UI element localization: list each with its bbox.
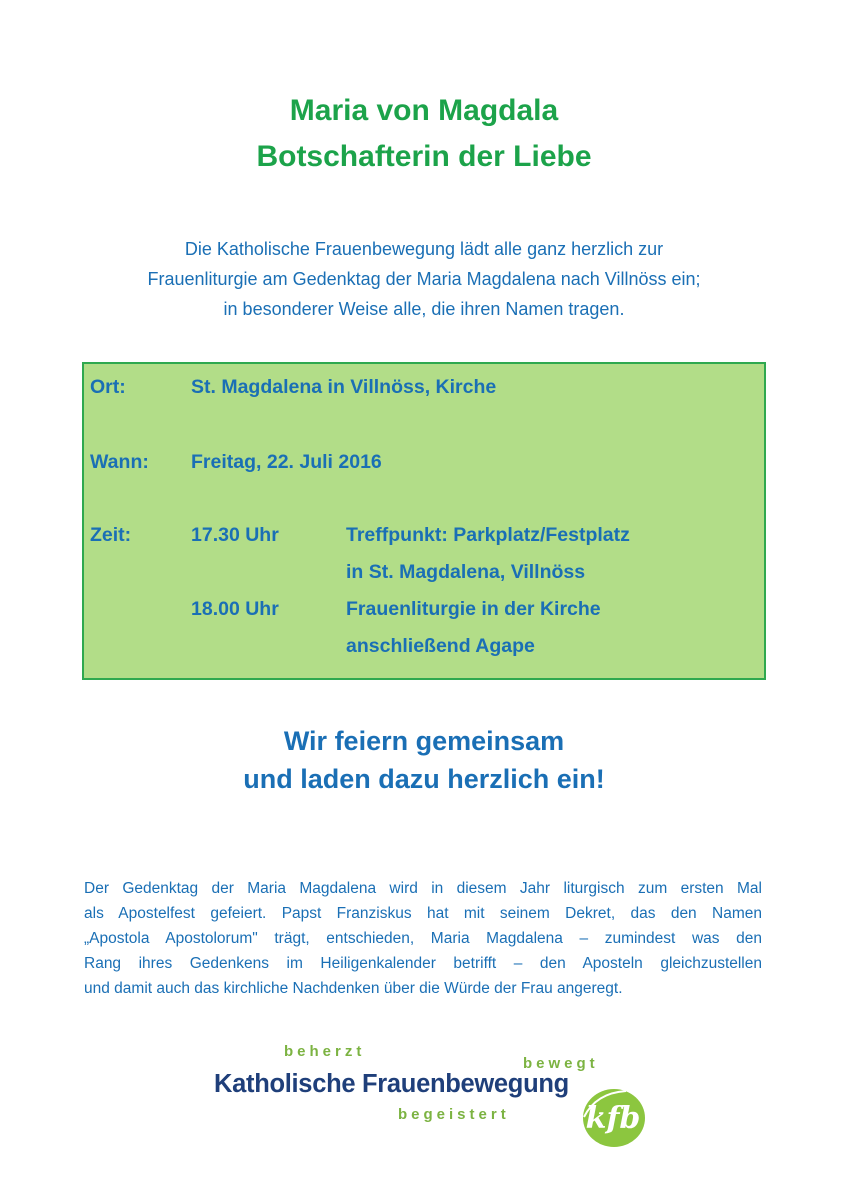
wann-value: Freitag, 22. Juli 2016 (191, 451, 382, 473)
info-row-zeit-1b (84, 555, 764, 589)
time-2-line-2: anschließend Agape (346, 635, 535, 657)
paragraph-line-2: als Apostelfest gefeiert. Papst Franziskus hat mit seinem Dekret, das den Namen (84, 905, 762, 922)
ort-value: St. Magdalena in Villnöss, Kirche (191, 376, 497, 398)
kfb-badge-icon (576, 1083, 648, 1149)
slogan (0, 722, 848, 798)
info-row-ort (84, 370, 764, 404)
info-row-zeit-2 (84, 592, 764, 626)
logo-word-bewegt: bewegt (523, 1055, 599, 1072)
intro-text (60, 234, 788, 324)
slogan-line-2: und laden dazu herzlich ein! (243, 764, 605, 794)
ort-label: Ort: (90, 376, 126, 398)
logo-word-beherzt: beherzt (284, 1043, 366, 1060)
paragraph-line-4: Rang ihres Gedenkens im Heiligenkalender betrifft – den Aposteln gleichzustellen (84, 955, 762, 972)
wann-label: Wann: (90, 451, 149, 473)
info-row-wann (84, 445, 764, 479)
slogan-line-1: Wir feiern gemeinsam (283, 726, 565, 756)
logo-word-begeistert: begeistert (398, 1106, 510, 1123)
paragraph-line-3: „Apostola Apostolorum" trägt, entschieden, Maria Magdalena – zumindest was den (84, 930, 762, 947)
time-1: 17.30 Uhr (191, 524, 279, 546)
info-row-zeit-2b (84, 629, 764, 663)
title-line-2: Botschafterin der Liebe (256, 140, 592, 173)
time-2: 18.00 Uhr (191, 598, 279, 620)
intro-line-3: in besonderer Weise alle, die ihren Namen tragen. (223, 299, 625, 319)
time-1-line-1: Treffpunkt: Parkplatz/Festplatz (346, 524, 630, 546)
event-info-box (82, 362, 766, 680)
zeit-label: Zeit: (90, 524, 132, 546)
intro-line-2: Frauenliturgie am Gedenktag der Maria Magdalena nach Villnöss ein; (147, 269, 701, 289)
info-row-zeit-1 (84, 518, 764, 552)
kfb-badge-text: kfb (585, 1101, 641, 1136)
title-line-1: Maria von Magdala (289, 94, 559, 127)
info-paragraph (84, 876, 762, 1001)
page-title (0, 88, 848, 180)
logo-organization-name: Katholische Frauenbewegung (214, 1070, 569, 1098)
time-1-line-2: in St. Magdalena, Villnöss (346, 561, 586, 583)
paragraph-line-1: Der Gedenktag der Maria Magdalena wird in diesem Jahr liturgisch zum ersten Mal (84, 880, 762, 897)
intro-line-1: Die Katholische Frauenbewegung lädt alle ganz herzlich zur (184, 239, 664, 259)
paragraph-line-5: und damit auch das kirchliche Nachdenken über die Würde der Frau angeregt. (84, 980, 623, 997)
time-2-line-1: Frauenliturgie in der Kirche (346, 598, 601, 620)
